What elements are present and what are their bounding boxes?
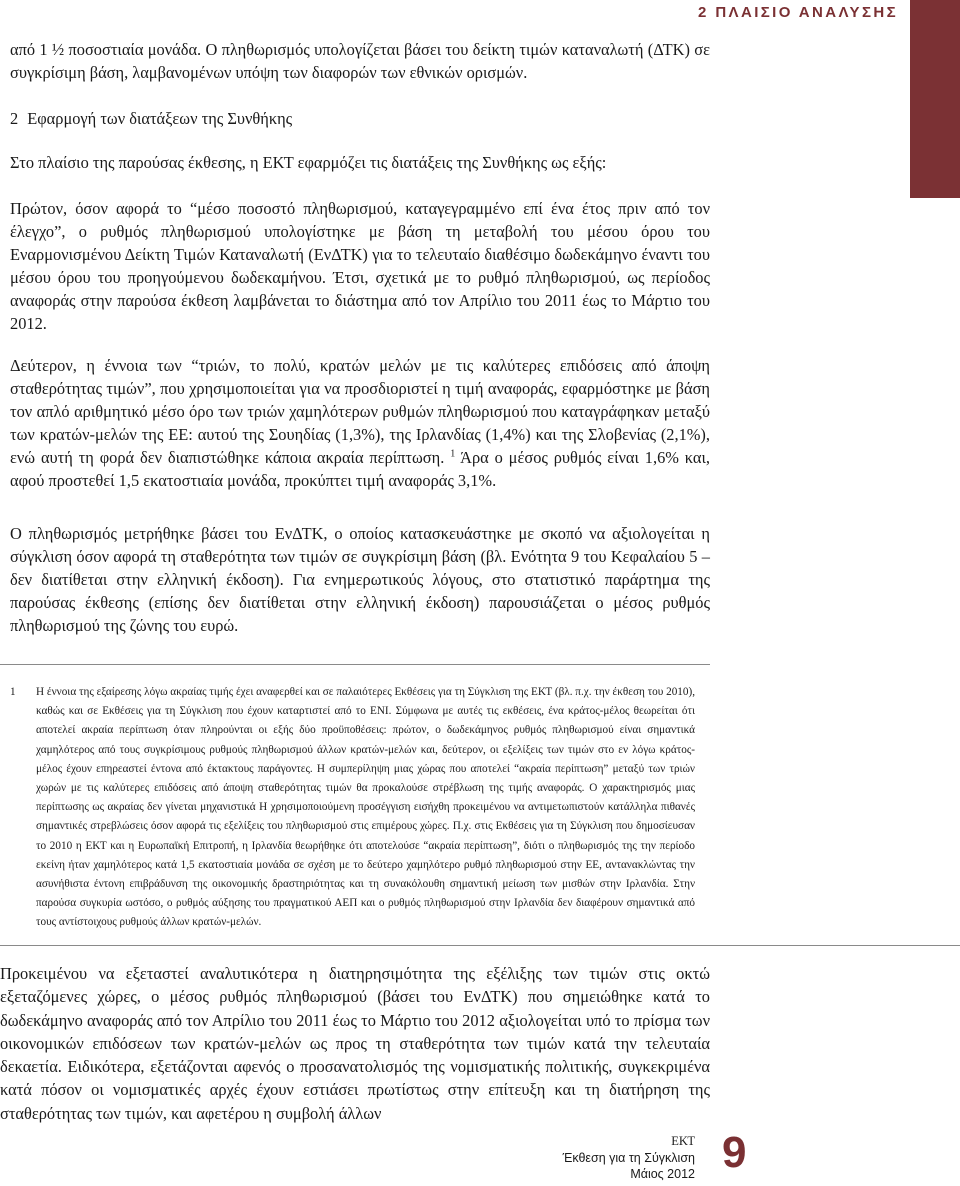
main-text-block: [0, 962, 710, 1125]
page-footer: [563, 1133, 695, 1183]
footer-date: Μάιος 2012: [630, 1167, 695, 1181]
footnote-divider: [0, 664, 710, 665]
paragraph-4-block: [10, 522, 710, 637]
box-end-divider: [0, 945, 960, 946]
paragraph-2: Πρώτον, όσον αφορά το “μέσο ποσοστό πληθωρισμού, καταγεγραμμένο επί ένα έτος πριν από τον έλεγχο”, ο ρυθμός πληθωρισμού υπολογίστηκε με βάση τη μεταβολή του μέσου όρου του Εναρμονισμένου Δείκτη Τιμών Καταναλωτή (ΕνΔΤΚ) για το τελευταίο διαθέσιμο δωδεκάμηνο έναντι του μέσου όρου του προηγούμενου δωδεκαμήνου. Έτσι, σχετικά με το ρυθμό πληθωρισμού, ως περίοδος αναφοράς στην παρούσα έκθεση λαμβάνεται το διάστημα από τον Απρίλιο του 2011 έως το Μάρτιο του 2012.: [10, 199, 710, 334]
footnote-number: 1: [10, 686, 16, 698]
intro-paragraph: από 1 ½ ποσοστιαία μονάδα. Ο πληθωρισμός υπολογίζεται βάσει του δείκτη τιμών καταναλωτή (ΔΤΚ) σε συγκρίσιμη βάση, λαμβανομένων υπόψη των διαφορών των εθνικών ορισμών.: [10, 40, 710, 83]
paragraph-3-text-b: Άρα ο μέσος ρυθμός είναι 1,6% και, αφού προστεθεί 1,5 εκατοστιαία μονάδα, προκύπτει τιμή αναφοράς 3,1%.: [10, 448, 710, 491]
footnote-reference[interactable]: 1: [450, 448, 456, 460]
section-title: Εφαρμογή των διατάξεων της Συνθήκης: [27, 109, 293, 128]
footer-org: ΕΚΤ: [671, 1134, 695, 1148]
section-heading: [10, 107, 292, 130]
footnote-text: Η έννοια της εξαίρεσης λόγω ακραίας τιμής έχει αναφερθεί και σε παλαιότερες Εκθέσεις για τη Σύγκλιση της ΕΚΤ (βλ. π.χ. την έκθεση του 2010), καθώς και σε Εκθέσεις για τη Σύγκλιση που έχουν καταρτιστεί από το ΕΝΙ. Σύμφωνα με αυτές τις εκθέσεις, ένα κράτος-μέλος θεωρείται ότι αποτελεί ακραία περίπτωση όταν πληρούνται οι εξής δύο προϋποθέσεις: πρώτον, ο δωδεκάμηνος ρυθμός πληθωρισμού είναι σημαντικά χαμηλότερος από τους συγκρίσιμους ρυθμούς πληθωρισμού άλλων κρατών-μελών και, δεύτερον, οι εξελίξεις των τιμών στο εν λόγω κράτος-μέλος έχουν επηρεαστεί έντονα από έκτακτους παράγοντες. Η συμπερίληψη μιας χώρας που αποτελεί “ακραία περίπτωση” μεταξύ των τριών χωρών με τις καλύτερες επιδόσεις από άποψη σταθερότητας τιμών θα προκαλούσε στρέβλωση της τιμής αναφοράς. Ο χαρακτηρισμός μιας περίπτωσης ως ακραίας δεν γίνεται μηχανιστικά Η χρησιμοποιούμενη προσέγγιση εισήχθη προκειμένου να αντιμετωπιστούν κατάλληλα πιθανές σημαντικές στρεβλώσεις όσον αφορά τις εξελίξεις του πληθωρισμού στις επιμέρους χώρες. Π.χ. στις Εκθέσεις για τη Σύγκλιση που δημοσίευσαν το 2010 η ΕΚΤ και η Ευρωπαϊκή Επιτροπή, η Ιρλανδία θεωρήθηκε ότι αποτελούσε “ακραία περίπτωση”, διότι ο πληθωρισμός της την περίοδο εκείνη ήταν χαμηλότερος κατά 1,5 εκατοστιαία μονάδα σε σχέση με το δεύτερο χαμηλότερο ρυθμό πληθωρισμού στην ΕΕ, αντανακλώντας την ασυνήθιστα έντονη επιβράδυνση της οικονομικής δραστηριότητας και τη συνακόλουθη σημαντική μείωση των μισθών στην Ιρλανδία. Στην παρούσα συγκυρία ωστόσο, ο ρυθμός αύξησης του πραγματικού ΑΕΠ και ο ρυθμός πληθωρισμού στην Ιρλανδία δεν διαφέρουν σημαντικά από τους αντίστοιχους ρυθμούς άλλων κρατών-μελών.: [36, 686, 695, 929]
intro-paragraph-block: [10, 38, 710, 84]
chapter-tab-marker: [910, 0, 960, 198]
footnote: [10, 683, 695, 933]
paragraph-3-block: [10, 354, 710, 493]
main-text-paragraph: Προκειμένου να εξεταστεί αναλυτικότερα η διατηρησιμότητα της εξέλιξης των τιμών στις οκτώ εξεταζόμενες χώρες, ο μέσος ρυθμός πληθωρισμού (βάσει του ΕνΔΤΚ) που σημειώθηκε κατά το δωδεκάμηνο αναφοράς από τον Απρίλιο του 2011 έως το Μάρτιο του 2012 αξιολογείται υπό το πρίσμα των οικονομικών επιδόσεων των κρατών-μελών ως προς τη σταθερότητα των τιμών κατά την τελευταία δεκαετία. Ειδικότερα, εξετάζονται αφενός ο προσανατολισμός της νομισματικής πολιτικής, συγκεκριμένα κατά πόσον οι νομισματικές αρχές έχουν εστιάσει πρωτίστως στην επίτευξη και τη διατήρηση της σταθερότητας των τιμών, και αφετέρου η συμβολή άλλων: [0, 964, 710, 1123]
footer-publication: Έκθεση για τη Σύγκλιση: [562, 1150, 695, 1165]
paragraph-4: Ο πληθωρισμός μετρήθηκε βάσει του ΕνΔΤΚ, ο οποίος κατασκευάστηκε με σκοπό να αξιολογείται η σύγκλιση όσον αφορά τη σταθερότητα των τιμών σε συγκρίσιμη βάση (βλ. Ενότητα 9 του Κεφαλαίου 5 – δεν διατίθεται στην ελληνική έκδοση). Για ενημερωτικούς λόγους, στο στατιστικό παράρτημα της παρούσας έκθεσης (επίσης δεν διατίθεται στην ελληνική έκδοση) παρουσιάζεται ο μέσος ρυθμός πληθωρισμού της ζώνης του ευρώ.: [10, 524, 710, 636]
paragraph-2-block: [10, 197, 710, 336]
paragraph-3: [10, 354, 710, 493]
page-number: 9: [722, 1128, 747, 1177]
paragraph-1: Στο πλαίσιο της παρούσας έκθεσης, η ΕΚΤ εφαρμόζει τις διατάξεις της Συνθήκης ως εξής:: [10, 153, 607, 172]
paragraph-3-text-a: Δεύτερον, η έννοια των “τριών, το πολύ, κρατών μελών με τις καλύτερες επιδόσεις από άποψη σταθερότητας τιμών”, που χρησιμοποιείται για να προσδιοριστεί η τιμή αναφοράς, εφαρμόστηκε με βάση τον απλό αριθμητικό μέσο όρο των τριών χαμηλότερων ρυθμών πληθωρισμού που καταγράφηκαν μεταξύ των κρατών-μελών της ΕΕ: αυτού της Σουηδίας (1,3%), της Ιρλανδίας (1,4%) και της Σλοβενίας (2,1%), ενώ αυτή τη φορά δεν διαπιστώθηκε κάποια ακραία περίπτωση.: [10, 356, 710, 468]
section-number: 2: [10, 109, 19, 128]
paragraph-1-block: [10, 151, 710, 174]
section-header-label: 2 ΠΛΑΙΣΙΟ ΑΝΑΛΥΣΗΣ: [698, 4, 898, 21]
